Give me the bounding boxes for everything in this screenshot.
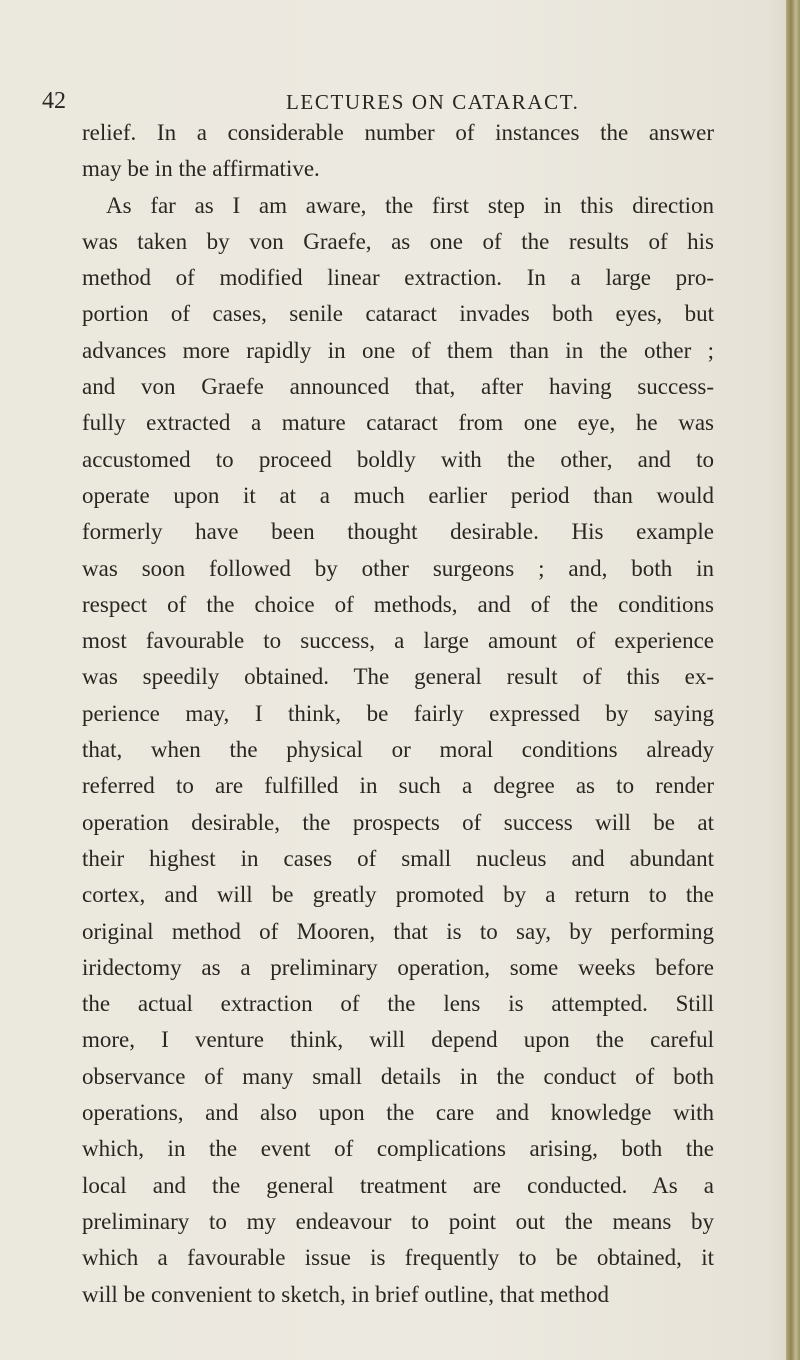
text-line: cortex, and will be greatly promoted by a return to the	[82, 882, 714, 908]
text-line: advances more rapidly in one of them than in the other ;	[82, 337, 714, 363]
text-line: relief. In a considerable number of instances the answer	[82, 120, 714, 145]
text-line: observance of many small details in the conduct of both	[82, 1063, 714, 1089]
text-line: that, when the physical or moral conditions already	[82, 737, 714, 763]
text-line: their highest in cases of small nucleus and abundant	[82, 845, 714, 871]
text-line: which a favourable issue is frequently to be obtained, it	[82, 1245, 714, 1271]
text-line: local and the general treatment are conducted. As a	[82, 1172, 714, 1198]
text-line: and von Graefe announced that, after having success-	[82, 374, 714, 400]
running-title: LECTURES ON CATARACT.	[286, 90, 580, 114]
text-line: As far as I am aware, the first step in this direction	[106, 192, 714, 218]
text-line: was speedily obtained. The general result of this ex-	[82, 664, 714, 690]
text-line: accustomed to proceed boldly with the other, and to	[82, 446, 714, 472]
text-line: will be convenient to sketch, in brief outline, that method	[82, 1281, 609, 1307]
text-line: operate upon it at a much earlier period than would	[82, 482, 714, 508]
text-line: original method of Mooren, that is to say, by performing	[82, 918, 714, 944]
text-line: may be in the affirmative.	[82, 156, 320, 182]
text-line: fully extracted a mature cataract from one eye, he was	[82, 410, 714, 436]
page-number: 42	[42, 88, 66, 114]
text-line: operation desirable, the prospects of success will be at	[82, 809, 714, 835]
text-line: formerly have been thought desirable. His example	[82, 519, 714, 545]
text-line: method of modified linear extraction. In a large pro-	[82, 265, 714, 291]
text-line: was taken by von Graefe, as one of the results of his	[82, 228, 714, 254]
page-edge	[786, 0, 800, 1360]
text-line: portion of cases, senile cataract invades both eyes, but	[82, 301, 714, 327]
text-line: preliminary to my endeavour to point out the means by	[82, 1208, 714, 1234]
body-text	[82, 115, 714, 1313]
text-line: respect of the choice of methods, and of the conditions	[82, 591, 714, 617]
text-line: more, I venture think, will depend upon the careful	[82, 1027, 714, 1053]
text-line: the actual extraction of the lens is attempted. Still	[82, 991, 714, 1017]
text-line: referred to are fulfilled in such a degree as to render	[82, 773, 714, 799]
text-line: which, in the event of complications arising, both the	[82, 1136, 714, 1162]
text-line: was soon followed by other surgeons ; and, both in	[82, 555, 714, 581]
text-line: iridectomy as a preliminary operation, some weeks before	[82, 954, 714, 980]
text-line: most favourable to success, a large amount of experience	[82, 628, 714, 654]
text-line: perience may, I think, be fairly expressed by saying	[82, 700, 714, 726]
text-line: operations, and also upon the care and knowledge with	[82, 1100, 714, 1126]
